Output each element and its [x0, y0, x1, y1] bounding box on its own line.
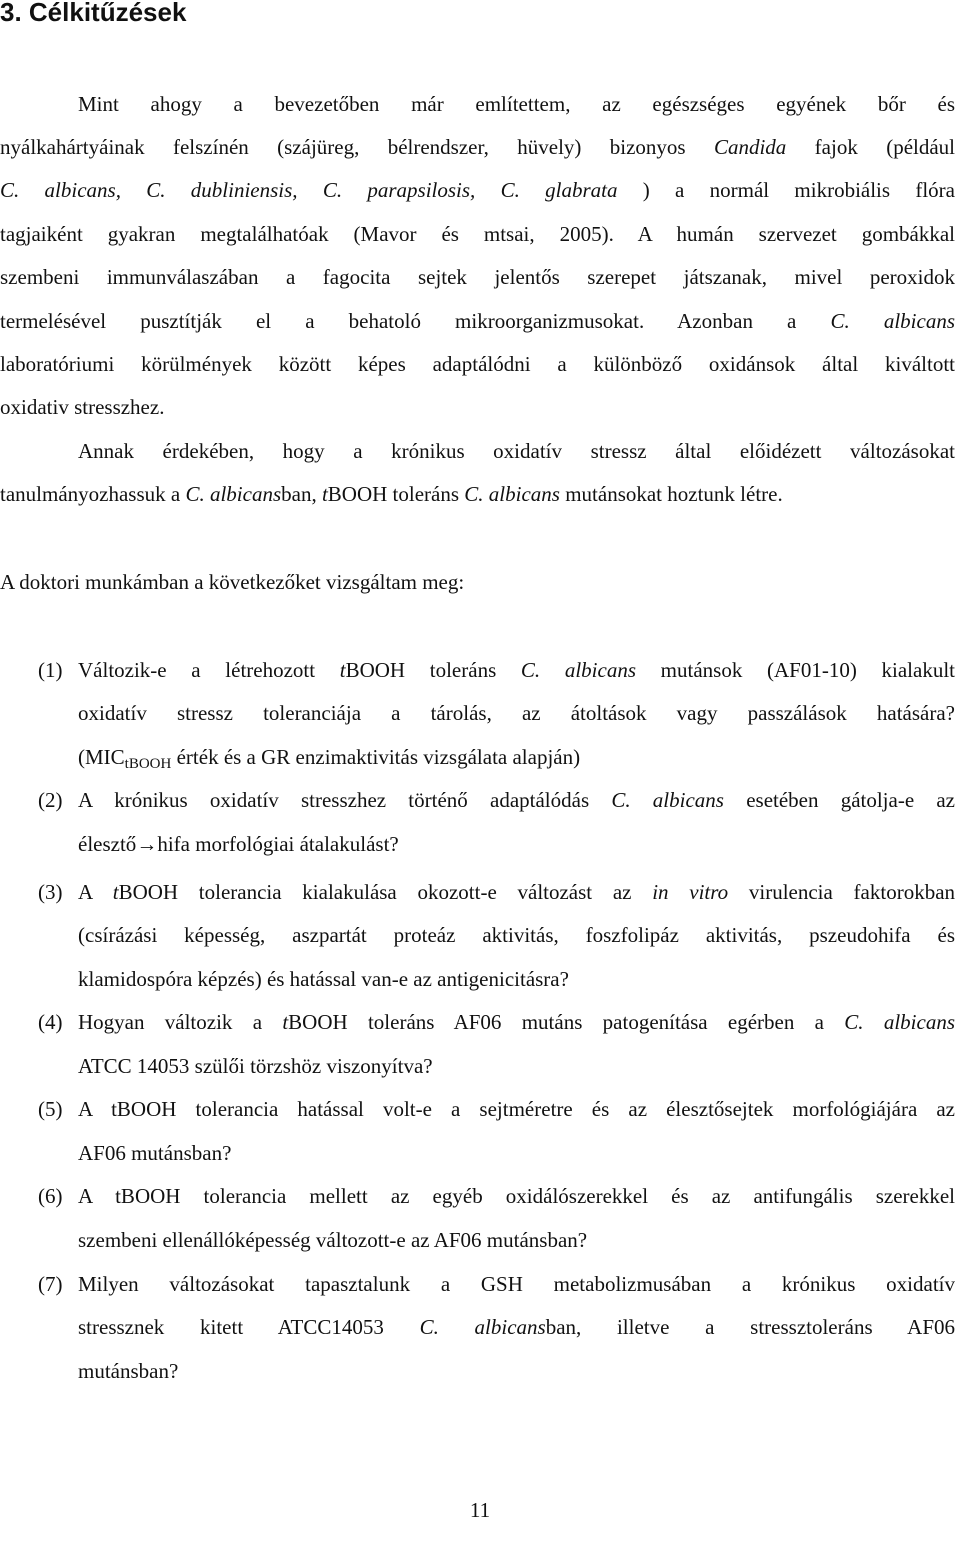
text-line: stressznek kitett ATCC14053 C. albicansban, illetve a stressztoleráns AF06	[78, 1315, 955, 1339]
list-item: (3) A tBOOH tolerancia kialakulása okozott-e változást az in vitro virulencia faktorokban	[0, 877, 955, 907]
text-line: szembeni ellenállóképesség változott-e az AF06 mutánsban?	[78, 1228, 588, 1252]
text-line: oxidatív stressz toleranciája a tárolás, az átoltások vagy passzálások hatására?	[78, 701, 955, 725]
text-line: C. albicans, C. dubliniensis, C. parapsilosis, C. glabrata ) a normál mikrobiális flóra	[0, 178, 955, 202]
text-line: oxidativ stresszhez.	[0, 395, 165, 419]
item-number: (5)	[38, 1097, 63, 1121]
text-line: (csírázási képesség, aszpartát proteáz aktivitás, foszfolipáz aktivitás, pszeudohifa és	[78, 923, 955, 947]
item-number: (7)	[38, 1272, 63, 1296]
text-line: laboratóriumi körülmények között képes adaptálódni a különböző oxidánsok által kiváltott	[0, 352, 955, 376]
arrow-icon: →	[136, 832, 158, 856]
item-number: (3)	[38, 880, 63, 904]
item-number: (1)	[38, 658, 63, 682]
text-line: Mint ahogy a bevezetőben már említettem, az egészséges egyének bőr és	[78, 92, 955, 116]
text-line: tanulmányozhassuk a C. albicansban, tBOOH toleráns C. albicans mutánsokat hoztunk létre.	[0, 482, 783, 506]
text-line: mutánsban?	[78, 1359, 179, 1383]
section-heading: 3. Célkitűzések	[0, 0, 187, 27]
text-line: tagjaiként gyakran megtalálhatóak (Mavor és mtsai, 2005). A humán szervezet gombákkal	[0, 222, 955, 246]
list-item: (4) Hogyan változik a tBOOH toleráns AF06 mutáns patogenítása egérben a C. albicans	[0, 1007, 955, 1037]
text-line: szembeni immunválaszában a fagocita sejtek jelentős szerepet játszanak, mivel peroxidok	[0, 265, 955, 289]
list-item: (2) A krónikus oxidatív stresszhez történő adaptálódás C. albicans esetében gátolja-e az	[0, 785, 955, 815]
item-number: (6)	[38, 1184, 63, 1208]
text-line: Annak érdekében, hogy a krónikus oxidatív stressz által előidézett változásokat	[78, 439, 955, 463]
item-number: (2)	[38, 788, 63, 812]
page-number: 11	[469, 1498, 491, 1522]
text-line: termelésével pusztítják el a behatoló mikroorganizmusokat. Azonban a C. albicans	[0, 309, 956, 333]
text-line: nyálkahártyáinak felszínén (szájüreg, bélrendszer, hüvely) bizonyos Candida fajok (például	[0, 135, 955, 159]
text-line: AF06 mutánsban?	[78, 1141, 232, 1165]
list-item: (1) Változik-e a létrehozott tBOOH toleráns C. albicans mutánsok (AF01-10) kialakult	[0, 655, 955, 685]
text-line: ATCC 14053 szülői törzshöz viszonyítva?	[78, 1054, 433, 1078]
item-number: (4)	[38, 1010, 63, 1034]
list-item: (5) A tBOOH tolerancia hatással volt-e a sejtméretre és az élesztősejtek morfológiájára az	[0, 1094, 955, 1124]
text-line: élesztő→hifa morfológiai átalakulást?	[78, 832, 399, 856]
text-line: klamidospóra képzés) és hatással van-e az antigenicitásra?	[78, 967, 569, 991]
text-line: (MICtBOOH érték és a GR enzimaktivitás vizsgálata alapján)	[78, 745, 581, 772]
list-item: (7) Milyen változásokat tapasztalunk a GSH metabolizmusában a krónikus oxidatív	[0, 1269, 955, 1299]
aims-intro: A doktori munkámban a következőket vizsgáltam meg:	[0, 570, 465, 594]
list-item: (6) A tBOOH tolerancia mellett az egyéb oxidálószerekkel és az antifungális szerekkel	[0, 1181, 955, 1211]
